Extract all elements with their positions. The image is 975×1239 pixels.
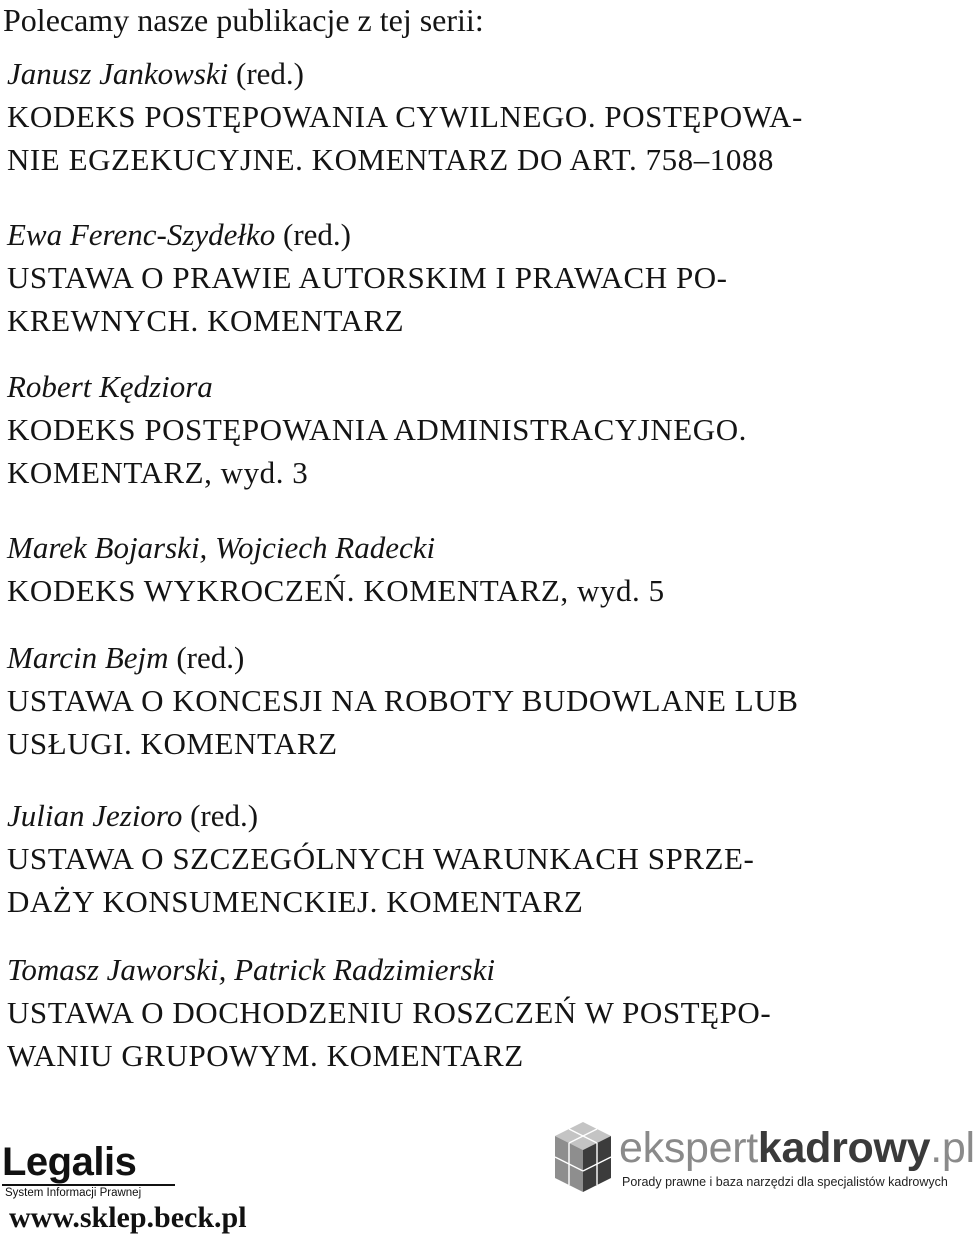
title-line: KODEKS POSTĘPOWANIA ADMINISTRACYJNEGO. xyxy=(7,412,747,447)
author-name: Tomasz Jaworski, Patrick Radzimierski xyxy=(7,952,495,987)
title-line: USŁUGI. KOMENTARZ xyxy=(7,726,338,761)
author-name: Marcin Bejm xyxy=(7,640,169,675)
publication-author xyxy=(7,218,957,252)
publication-entry xyxy=(7,57,957,181)
legalis-logo-tagline: System Informacji Prawnej xyxy=(5,1187,142,1199)
publication-title xyxy=(7,569,957,612)
cube-icon xyxy=(553,1120,613,1194)
title-line: KODEKS POSTĘPOWANIA CYWILNEGO. POSTĘPOWA- xyxy=(7,99,803,134)
shop-url: www.sklep.beck.pl xyxy=(9,1201,247,1234)
title-line: USTAWA O SZCZEGÓLNYCH WARUNKACH SPRZE- xyxy=(7,841,755,876)
publication-entry xyxy=(7,218,957,342)
title-line: KODEKS WYKROCZEŃ. KOMENTARZ, wyd. 5 xyxy=(7,573,665,608)
wordmark-suffix: .pl xyxy=(930,1124,975,1172)
page-heading: Polecamy nasze publikacje z tej serii: xyxy=(3,2,484,38)
title-line: KREWNYCH. KOMENTARZ xyxy=(7,303,405,338)
wordmark-main: kadrowy xyxy=(757,1124,931,1172)
ekspertkadrowy-logo-wordmark xyxy=(619,1124,975,1172)
author-editor-note: (red.) xyxy=(168,640,245,675)
publication-title xyxy=(7,991,957,1077)
publication-entry xyxy=(7,370,957,494)
publication-title xyxy=(7,679,957,765)
publication-author xyxy=(7,531,957,565)
title-line: KOMENTARZ, wyd. 3 xyxy=(7,455,309,490)
publication-entry xyxy=(7,953,957,1077)
publication-author xyxy=(7,641,957,675)
author-editor-note: (red.) xyxy=(182,798,259,833)
author-name: Robert Kędziora xyxy=(7,369,213,404)
title-line: WANIU GRUPOWYM. KOMENTARZ xyxy=(7,1038,524,1073)
publication-author xyxy=(7,370,957,404)
ekspertkadrowy-logo-tagline: Porady prawne i baza narzędzi dla specjalistów kadrowych xyxy=(622,1175,948,1189)
author-editor-note: (red.) xyxy=(275,217,352,252)
publication-entry xyxy=(7,641,957,765)
publication-author xyxy=(7,799,957,833)
wordmark-prefix: ekspert xyxy=(619,1124,758,1172)
title-line: USTAWA O DOCHODZENIU ROSZCZEŃ W POSTĘPO- xyxy=(7,995,772,1030)
publication-entry xyxy=(7,799,957,923)
title-line: USTAWA O PRAWIE AUTORSKIM I PRAWACH PO- xyxy=(7,260,728,295)
publication-author xyxy=(7,953,957,987)
publication-entry xyxy=(7,531,957,612)
title-line: DAŻY KONSUMENCKIEJ. KOMENTARZ xyxy=(7,884,584,919)
publication-title xyxy=(7,408,957,494)
title-line: NIE EGZEKUCYJNE. KOMENTARZ DO ART. 758–1088 xyxy=(7,142,774,177)
publication-author xyxy=(7,57,957,91)
publication-title xyxy=(7,837,957,923)
author-name: Ewa Ferenc-Szydełko xyxy=(7,217,276,252)
author-name: Janusz Jankowski xyxy=(7,56,229,91)
ekspertkadrowy-logo xyxy=(553,1120,975,1196)
publication-title xyxy=(7,256,957,342)
author-name: Marek Bojarski, Wojciech Radecki xyxy=(7,530,436,565)
publication-title xyxy=(7,95,957,181)
legalis-logo-wordmark: Legalis xyxy=(2,1140,137,1184)
legalis-logo xyxy=(2,1140,178,1201)
author-name: Julian Jezioro xyxy=(7,798,183,833)
author-editor-note: (red.) xyxy=(228,56,305,91)
title-line: USTAWA O KONCESJI NA ROBOTY BUDOWLANE LUB xyxy=(7,683,799,718)
